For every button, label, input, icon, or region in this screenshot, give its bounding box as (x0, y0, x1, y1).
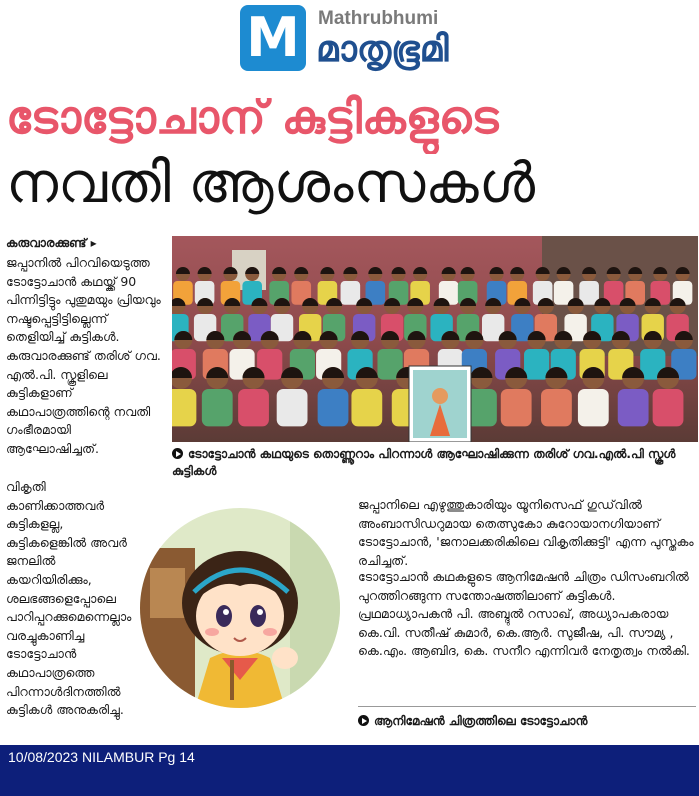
brand-name-english: Mathrubhumi (318, 8, 439, 29)
illustration-caption (358, 714, 696, 729)
photo-caption (172, 446, 698, 480)
photo-caption-text: ടോട്ടോചാൻ കഥയുടെ തൊണ്ണൂറാം പിറന്നാൾ ആഘോഷിക്കുന്ന തരിശ് ഗവ.എൽ.പി സ്കൂൾ കുട്ടികൾ (172, 447, 676, 478)
child-figure (501, 389, 532, 426)
headline-line-1: ടോട്ടോചാന് കുട്ടികളുടെ (6, 90, 499, 144)
dateline (6, 236, 97, 251)
child-figure (202, 389, 233, 426)
triangle-right-icon: ▸ (90, 236, 97, 250)
mathrubhumi-logo: M (240, 5, 306, 71)
group-photo (172, 236, 698, 442)
dateline-text: കരുവാരക്കുണ്ട് (6, 236, 87, 250)
brand-name-malayalam: മാതൃഭൂമി (316, 29, 449, 70)
play-circle-icon (172, 448, 183, 459)
edition-info: 10/08/2023 NILAMBUR Pg 14 (8, 749, 195, 765)
child-figure (318, 389, 349, 426)
child-figure (653, 389, 684, 426)
tottochan-illustration (140, 508, 340, 708)
group-photo-graphic (172, 236, 698, 442)
child-figure (277, 389, 308, 426)
child-figure (238, 389, 269, 426)
child-figure (341, 281, 361, 305)
child-figure (541, 389, 572, 426)
child-figure (618, 389, 649, 426)
left-paragraph-2: വികൃതി കാണിക്കാത്തവർ കുട്ടികളല്ല, കുട്ടികളെങ്കിൽ അവർ ജനലിൽ കയറിയിരിക്കും, ശലഭങ്ങളെപ്പോലെ പാറിപ്പറക്കുമെന്നെല്ലാം വരച്ചുകാണിച്ച ടോട്ടോചാൻ കഥാപാത്രത്തെ പിറന്നാൾദിനത്തിൽ കുട്ടികൾ അനുകരിച്ചു. (6, 479, 132, 718)
right-paragraph-2: ടോട്ടോചാൻ കഥകളുടെ ആനിമേഷൻ ചിത്രം ഡിസംബറിൽ പുറത്തിറങ്ങുന്ന സന്തോഷത്തിലാണ് കുട്ടികൾ. പ്രഥമാധ്യാപകൻ പി. അബ്ദുൽ റസാഖ്, അധ്യാപകരായ കെ.വി. സതീഷ് കുമാർ, കെ.ആർ. സുജീഷ, പി. സൗമ്യ , കെ.എം. ആബിദ, കെ. സനീറ എന്നിവർ നേതൃത്വം നൽകി. (358, 569, 690, 659)
tottochan-graphic (140, 508, 340, 708)
left-paragraph-1: ജപ്പാനിൽ പിറവിയെടുത്ത ടോട്ടോചാൻ കഥയ്ക്ക് 90 പിന്നിട്ടിട്ടും പുതുമയും പ്രിയവും നഷ്ടപ്പെട്ടിട്ടില്ലെന്ന് തെളിയിച്ച് കുട്ടികൾ. കരുവാരക്കുണ്ട് തരിശ് ഗവ. എൽ.പി. സ്കൂളിലെ കുട്ടികളാണ് കഥാപാത്രത്തിന്റെ നവതി ഗംഭീരമായി ആഘോഷിച്ചത്. (6, 255, 161, 456)
play-circle-icon (358, 715, 369, 726)
child-figure (351, 389, 382, 426)
child-figure (524, 349, 549, 380)
headline-line-2: നവതി ആശംസകൾ (6, 151, 535, 216)
illustration-caption-text: ആനിമേഷൻ ചിത്രത്തിലെ ടോട്ടോചാൻ (374, 714, 588, 728)
child-figure (578, 389, 609, 426)
right-paragraph-1: ജപ്പാനിലെ എഴുത്തുകാരിയും യൂനിസെഫ് ഗുഡ്‌വിൽ അംബാസിഡറുമായ തെത്സുകോ കുറോയാനഗിയാണ് ടോട്ടോചാൻ, 'ജനാലക്കരികിലെ വികൃതിക്കുട്ടി' എന്ന പുസ്തകം രചിച്ചത്. (358, 497, 694, 568)
child-figure (172, 389, 196, 426)
caption-divider (358, 706, 696, 707)
